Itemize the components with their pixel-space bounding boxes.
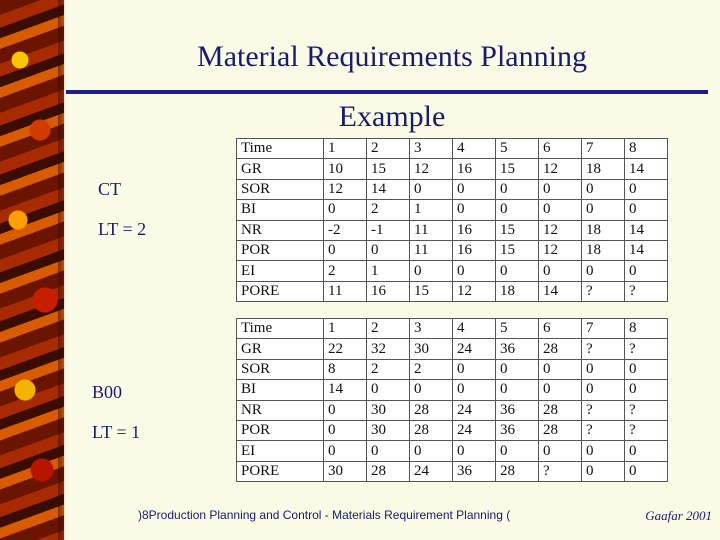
table-cell: ? [582,420,625,440]
table-cell: 0 [410,261,453,281]
table-row [237,139,668,159]
row-header: NR [237,400,324,420]
table-cell: 8 [625,319,668,339]
table-cell: 18 [582,159,625,179]
table-cell: -1 [367,220,410,240]
table-cell: 2 [324,261,367,281]
table-cell: 1 [367,261,410,281]
table-cell: 12 [410,159,453,179]
table-cell: 28 [410,420,453,440]
table-cell: 14 [324,380,367,400]
table-cell: 16 [453,240,496,260]
row-header: PORE [237,281,324,301]
table-cell: 0 [453,380,496,400]
slide-footer: )8Production Planning and Control - Materials Requirement Planning ( [138,508,511,522]
table-cell: 11 [410,240,453,260]
lead-time-label-b00: LT = 1 [92,422,141,442]
table-row [237,420,668,440]
table-cell: 0 [324,240,367,260]
table-cell: 28 [539,400,582,420]
table-cell: 0 [367,441,410,461]
table-cell: 0 [453,359,496,379]
mrp-table-b00 [236,318,668,482]
side-band-shadow [58,0,66,540]
table-cell: 28 [496,461,539,481]
mrp-table-ct [236,138,668,302]
table-cell: 28 [539,420,582,440]
table-cell: 0 [582,179,625,199]
table-cell: 1 [410,200,453,220]
table-cell: 30 [367,420,410,440]
table-cell: 16 [453,220,496,240]
table-cell: 0 [539,179,582,199]
table-cell: 3 [410,319,453,339]
table-cell: 0 [453,261,496,281]
table-cell: 14 [625,220,668,240]
table-cell: 24 [453,420,496,440]
table-cell: 0 [582,441,625,461]
table-cell: 6 [539,319,582,339]
table-cell: 0 [410,441,453,461]
row-header: EI [237,441,324,461]
table-cell: 0 [496,441,539,461]
author-credit: Gaafar 2001 [645,508,712,523]
table-cell: 15 [367,159,410,179]
table-cell: ? [625,420,668,440]
table-row [237,441,668,461]
table-cell: 0 [625,380,668,400]
table-cell: 12 [324,179,367,199]
row-header: Time [237,319,324,339]
table-cell: 0 [625,441,668,461]
table-cell: 3 [410,139,453,159]
table-cell: 0 [324,420,367,440]
table-cell: 15 [496,240,539,260]
table-cell: 28 [410,400,453,420]
table-row [237,179,668,199]
table-cell: 18 [582,240,625,260]
row-header: SOR [237,179,324,199]
table-cell: 0 [539,200,582,220]
table-cell: 0 [625,200,668,220]
row-header: GR [237,339,324,359]
row-header: POR [237,240,324,260]
table-cell: 14 [539,281,582,301]
table-cell: 4 [453,319,496,339]
table-cell: 0 [324,441,367,461]
table-cell: 0 [582,200,625,220]
table-cell: 0 [582,359,625,379]
row-header: NR [237,220,324,240]
table-row [237,220,668,240]
table-cell: 12 [453,281,496,301]
table-cell: ? [625,400,668,420]
table-cell: ? [582,339,625,359]
table-row [237,159,668,179]
table-cell: 0 [367,380,410,400]
table-cell: 18 [582,220,625,240]
table-cell: 14 [367,179,410,199]
table-cell: 0 [496,359,539,379]
table-cell: 0 [453,200,496,220]
table-cell: 0 [410,380,453,400]
table-cell: 0 [582,380,625,400]
table-row [237,400,668,420]
title-divider [66,90,708,94]
table-cell: 5 [496,319,539,339]
table-row [237,200,668,220]
table-cell: 0 [582,261,625,281]
table-cell: 0 [324,200,367,220]
table-cell: 24 [453,400,496,420]
table-cell: 0 [496,179,539,199]
table-cell: 2 [367,319,410,339]
table-cell: 18 [496,281,539,301]
table-cell: 36 [496,420,539,440]
table-cell: 30 [324,461,367,481]
table-cell: 0 [625,359,668,379]
table-cell: ? [625,281,668,301]
table-cell: 7 [582,139,625,159]
table-cell: 8 [625,139,668,159]
table-cell: 0 [453,179,496,199]
table-cell: 15 [496,159,539,179]
table-row [237,461,668,481]
item-label-b00: B00 [92,382,123,402]
table-cell: 0 [410,179,453,199]
table-cell: 2 [410,359,453,379]
row-header: BI [237,200,324,220]
slide-title: Material Requirements Planning [197,40,587,73]
row-header: EI [237,261,324,281]
table-cell: 0 [539,441,582,461]
table-cell: 5 [496,139,539,159]
table-cell: 0 [324,400,367,420]
table-cell: 0 [453,441,496,461]
slide-subtitle: Example [338,100,446,133]
table-cell: 16 [367,281,410,301]
table-row [237,281,668,301]
table-cell: ? [625,339,668,359]
table-cell: 0 [625,461,668,481]
table-cell: 24 [453,339,496,359]
table-cell: ? [539,461,582,481]
row-header: PORE [237,461,324,481]
table-cell: ? [582,400,625,420]
table-cell: 0 [496,200,539,220]
table-cell: 4 [453,139,496,159]
table-cell: 24 [410,461,453,481]
table-cell: 6 [539,139,582,159]
row-header: POR [237,420,324,440]
table-row [237,339,668,359]
table-cell: 30 [410,339,453,359]
table-cell: 0 [582,461,625,481]
table-cell: 0 [539,261,582,281]
table-cell: 8 [324,359,367,379]
table-cell: 36 [453,461,496,481]
table-row [237,359,668,379]
row-header: Time [237,139,324,159]
table-cell: 30 [367,400,410,420]
table-cell: 0 [625,261,668,281]
table-cell: 15 [496,220,539,240]
table-cell: 2 [367,200,410,220]
table-row [237,380,668,400]
table-cell: 11 [410,220,453,240]
table-cell: 0 [496,261,539,281]
lead-time-label-ct: LT = 2 [98,219,147,239]
table-row [237,261,668,281]
table-cell: 36 [496,339,539,359]
item-label-ct: CT [98,179,122,199]
table-cell: 36 [496,400,539,420]
table-cell: 12 [539,240,582,260]
table-cell: 14 [625,240,668,260]
table-cell: ? [582,281,625,301]
table-cell: 2 [367,139,410,159]
table-cell: 10 [324,159,367,179]
row-header: GR [237,159,324,179]
table-cell: 0 [539,359,582,379]
row-header: SOR [237,359,324,379]
table-cell: 16 [453,159,496,179]
table-cell: 2 [367,359,410,379]
table-cell: 32 [367,339,410,359]
table-cell: 0 [539,380,582,400]
decorative-side-band [0,0,64,540]
table-cell: 14 [625,159,668,179]
table-cell: -2 [324,220,367,240]
table-cell: 28 [539,339,582,359]
table-cell: 22 [324,339,367,359]
table-cell: 0 [496,380,539,400]
table-cell: 1 [324,319,367,339]
table-cell: 12 [539,220,582,240]
table-cell: 1 [324,139,367,159]
table-row [237,240,668,260]
table-row [237,319,668,339]
table-cell: 12 [539,159,582,179]
table-cell: 11 [324,281,367,301]
table-cell: 0 [367,240,410,260]
table-cell: 0 [625,179,668,199]
table-cell: 28 [367,461,410,481]
table-cell: 15 [410,281,453,301]
table-cell: 7 [582,319,625,339]
row-header: BI [237,380,324,400]
